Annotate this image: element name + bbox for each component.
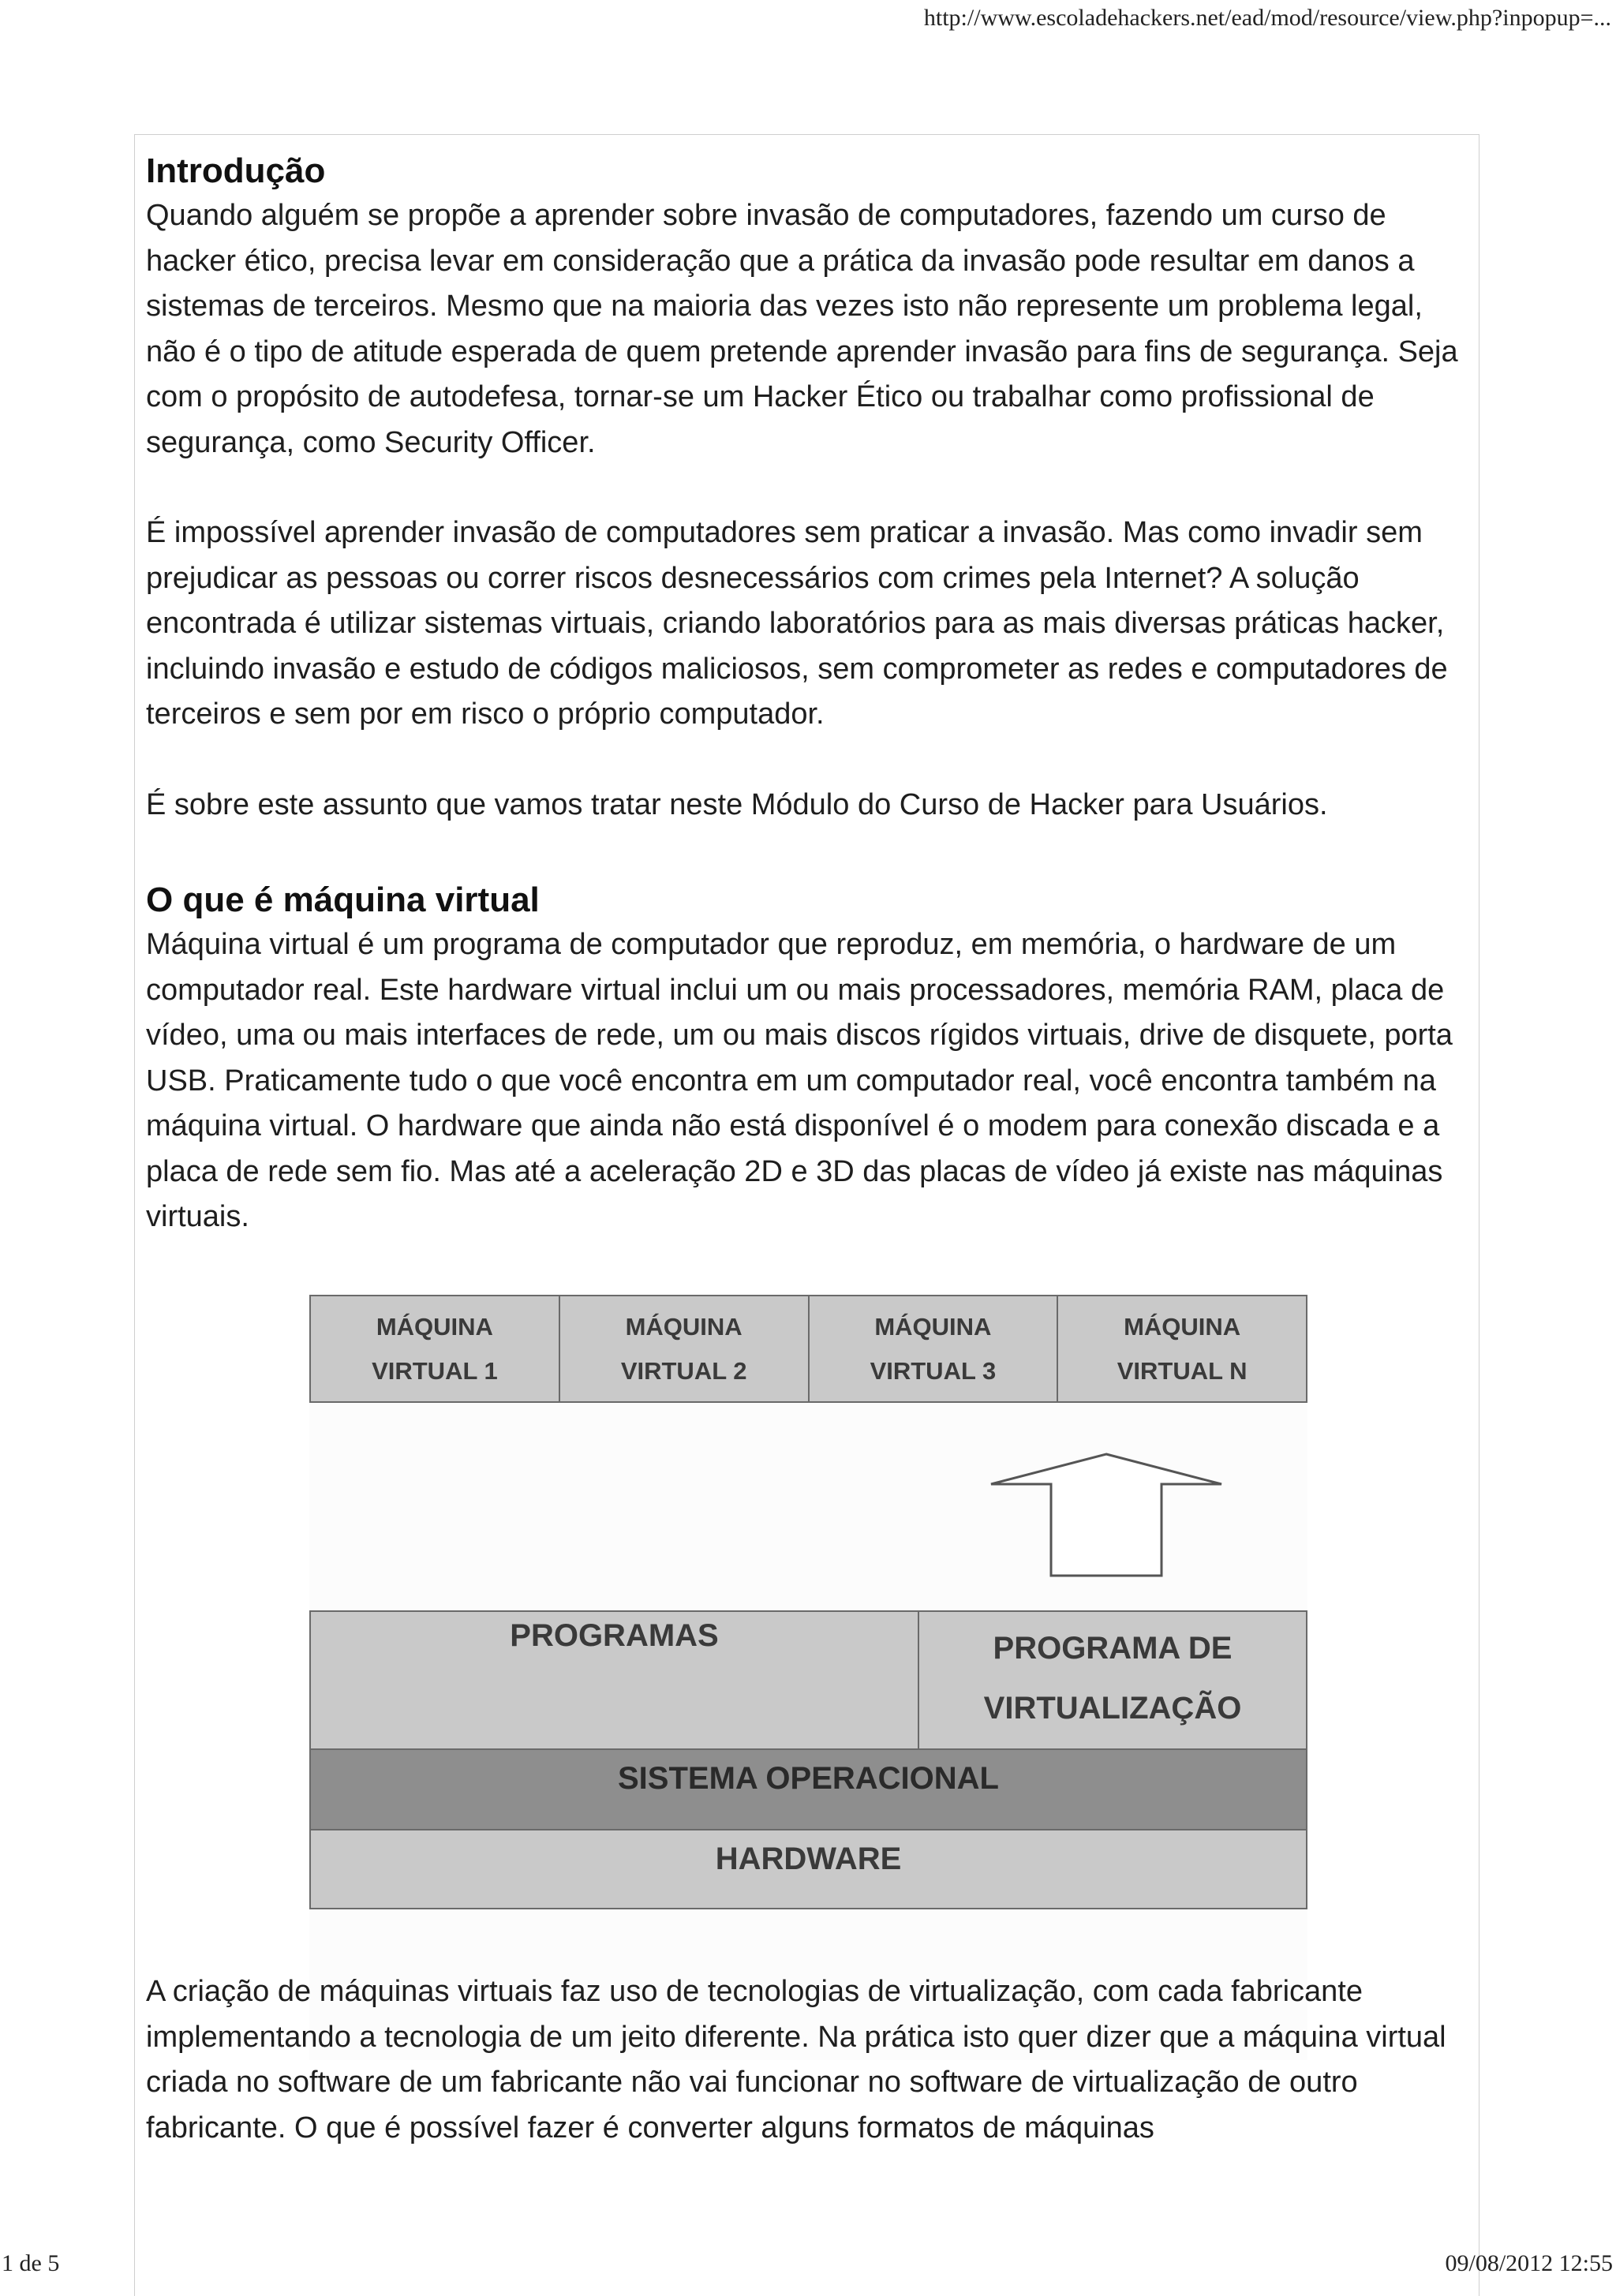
content-box bbox=[134, 134, 1479, 2296]
vm-section bbox=[146, 878, 1479, 1240]
print-footer-datetime: 09/08/2012 12:55 bbox=[1445, 2250, 1613, 2276]
virtualization-diagram bbox=[309, 1295, 1307, 2060]
after-diagram-section bbox=[146, 1969, 1479, 2151]
programs-box: PROGRAMAS bbox=[311, 1612, 919, 1748]
programs-row bbox=[309, 1610, 1307, 1750]
hardware-box: HARDWARE bbox=[309, 1830, 1307, 1909]
operating-system-box: SISTEMA OPERACIONAL bbox=[309, 1750, 1307, 1830]
after-diagram-paragraph: A criação de máquinas virtuais faz uso de tecnologias de virtualização, com cada fabricante implementando a tecnologia de um jeito diferente. Na prática isto quer dizer que a máquina virtual criada no software de um fabricante não vai funcionar no software de virtualização de outro fabricante. O que é possível fazer é converter alguns formatos de máquinas bbox=[146, 1975, 1446, 2145]
up-arrow-icon bbox=[988, 1453, 1225, 1579]
intro-section bbox=[146, 149, 1479, 828]
intro-paragraph-2: É impossível aprender invasão de computadores sem praticar a invasão. Mas como invadir sem prejudicar as pessoas ou correr riscos desnecessários com crimes pela Internet? A solução encontrada é utilizar sistemas virtuais, criando laboratórios para as mais diversas práticas hacker, incluindo invasão e estudo de códigos maliciosos, sem comprometer as redes e computadores de terceiros e sem por em risco o próprio computador. bbox=[146, 516, 1448, 731]
virtual-machines-row bbox=[309, 1295, 1307, 1403]
vm-box-1: MÁQUINA VIRTUAL 1 bbox=[311, 1296, 560, 1401]
vm-box-n: MÁQUINA VIRTUAL N bbox=[1117, 1312, 1248, 1385]
intro-paragraph-3: É sobre este assunto que vamos tratar neste Módulo do Curso de Hacker para Usuários. bbox=[146, 787, 1328, 821]
virtualization-program-box: PROGRAMA DE VIRTUALIZAÇÃO bbox=[983, 1631, 1242, 1726]
vm-heading: O que é máquina virtual bbox=[146, 881, 540, 919]
print-footer-page: 1 de 5 bbox=[2, 2250, 60, 2276]
vm-paragraph: Máquina virtual é um programa de computador que reproduz, em memória, o hardware de um computador real. Este hardware virtual inclui um ou mais processadores, memória RAM, placa de vídeo, uma ou mais interfaces de rede, um ou mais discos rígidos virtuais, drive de disquete, porta USB. Praticamente tudo o que você encontra em um computador real, você encontra também na máquina virtual. O hardware que ainda não está disponível é o modem para conexão discada e a placa de rede sem fio. Mas até a aceleração 2D e 3D das placas de vídeo já existe nas máquinas virtuais. bbox=[146, 928, 1453, 1233]
vm-box-3: MÁQUINA VIRTUAL 3 bbox=[810, 1296, 1059, 1401]
vm-box-2: MÁQUINA VIRTUAL 2 bbox=[560, 1296, 810, 1401]
intro-heading: Introdução bbox=[146, 151, 326, 190]
intro-paragraph-1: Quando alguém se propõe a aprender sobre invasão de computadores, fazendo um curso de hacker ético, precisa levar em consideração que a prática da invasão pode resultar em danos a sistemas de terceiros. Mesmo que na maioria das vezes isto não represente um problema legal, não é o tipo de atitude esperada de quem pretende aprender invasão para fins de segurança. Seja com o propósito de autodefesa, tornar-se um Hacker Ético ou trabalhar como profissional de segurança, como Security Officer. bbox=[146, 199, 1458, 459]
print-header-url: http://www.escoladehackers.net/ead/mod/resource/view.php?inpopup=... bbox=[923, 5, 1611, 31]
